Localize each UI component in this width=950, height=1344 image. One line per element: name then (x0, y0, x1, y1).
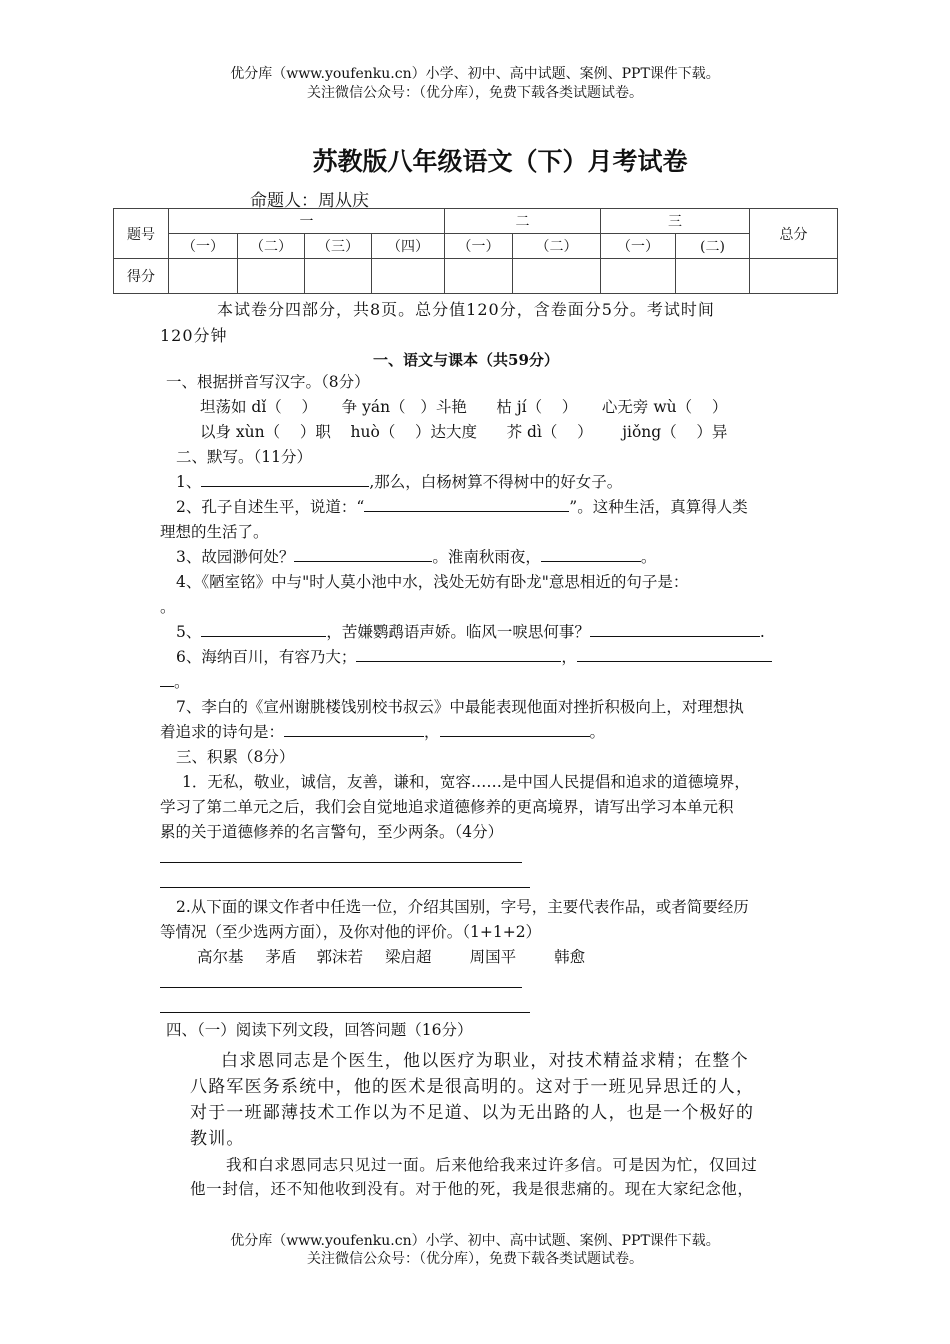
sub-col: （四） (372, 234, 445, 259)
score-table (113, 208, 838, 294)
q3-p1-line-3: 累的关于道德修养的名言警句，至少两条。（4分） (160, 823, 504, 841)
intro-line-2: 120分钟 (160, 326, 228, 345)
sub-col: （三） (305, 234, 372, 259)
author-option: 郭沫若 (316, 948, 364, 966)
header-line-1: 优分库（www.youfenku.cn）小学、初中、高中试题、案例、PPT课件下载。 (230, 66, 720, 82)
footer-line-2: 关注微信公众号：（优分库），免费下载各类试题试卷。 (307, 1251, 643, 1267)
score-cell[interactable] (445, 259, 513, 294)
q4-para2-line-1: 我和白求恩同志只见过一面。后来他给我来过许多信。可是因为忙，仅回过 (226, 1156, 758, 1174)
score-cell[interactable] (513, 259, 601, 294)
label-total: 总分 (750, 209, 838, 259)
q4-para1-line-2: 八路军医务系统中，他的医术是很高明的。这对于一班见异思迁的人， (190, 1077, 755, 1097)
score-cell[interactable] (372, 259, 445, 294)
answer-line[interactable] (160, 987, 522, 988)
q2-item-5 (176, 621, 765, 643)
answer-blank[interactable] (294, 546, 432, 562)
score-cell[interactable] (305, 259, 372, 294)
sub-col: （一） (601, 234, 676, 259)
answer-blank[interactable] (440, 721, 590, 737)
answer-line[interactable] (160, 862, 522, 863)
label-score: 得分 (114, 259, 169, 294)
author-option: 高尔基 (197, 948, 244, 966)
q2-item-3-text-b: 。淮南秋雨夜， (432, 548, 541, 566)
q2-item-4-cont: 。 (160, 598, 176, 616)
q3-authors (197, 946, 585, 968)
score-cell[interactable] (750, 259, 838, 294)
label-question-number: 题号 (114, 209, 169, 259)
intro-line-1: 本试卷分四部分，共8页。总分值120分，含卷面分5分。考试时间 (217, 300, 715, 319)
q2-item-7-text: 着追求的诗句是： (160, 723, 285, 741)
q2-item-1-num: 1、 (176, 473, 202, 491)
header-line-2: 关注微信公众号：（优分库），免费下载各类试题试卷。 (307, 85, 643, 101)
q3-p1-line-1: 1．无私，敬业，诚信，友善，谦和，宽容……是中国人民提倡和追求的道德境界， (182, 773, 750, 791)
q2-item-7: 7、李白的《宣州谢朓楼饯别校书叔云》中最能表现他面对挫折积极向上，对理想执 (176, 698, 744, 716)
answer-blank[interactable] (541, 546, 641, 562)
q2-item-2-cont: 理想的生活了。 (160, 523, 269, 541)
q2-item-3-text-a: 3、故园渺何处？ (176, 548, 295, 566)
answer-line[interactable] (160, 887, 530, 888)
page-title: 苏教版八年级语文（下）月考试卷 (312, 147, 688, 176)
q1-row-1: 坦荡如 dǐ（ ） 争 yán（ ）斗艳 枯 jí（ ） 心无旁 wù（ ） (200, 398, 728, 416)
sub-col: （二） (513, 234, 601, 259)
q2-item-3-text-c: 。 (640, 548, 657, 566)
score-cell[interactable] (676, 259, 750, 294)
q1-heading: 一、根据拼音写汉字。（8分） (166, 373, 370, 391)
group-1: 一 (169, 209, 445, 234)
answer-blank[interactable] (356, 646, 561, 662)
answer-line[interactable] (160, 1012, 530, 1013)
q3-heading: 三、积累（8分） (176, 748, 295, 766)
answer-blank[interactable] (201, 471, 369, 487)
q2-item-2-text-b: ”。这种生活，真算得人类 (569, 498, 748, 516)
answer-blank[interactable] (201, 621, 326, 637)
q2-item-7-end: 。 (589, 723, 606, 741)
q2-item-6-sep: ， (561, 648, 577, 666)
q2-item-6-text: 6、海纳百川，有容乃大； (176, 648, 357, 666)
q4-para1-line-4: 教训。 (190, 1129, 245, 1149)
q3-p1-line-2: 学习了第二单元之后，我们会自觉地追求道德修养的更高境界，请写出学习本单元积 (160, 798, 734, 816)
footer-line-1: 优分库（www.youfenku.cn）小学、初中、高中试题、案例、PPT课件下载。 (230, 1233, 720, 1249)
q2-item-3 (176, 546, 656, 568)
q4-para1-line-3: 对于一班鄙薄技术工作以为不足道、以为无出路的人，也是一个极好的 (190, 1103, 755, 1123)
answer-blank[interactable] (590, 621, 760, 637)
sub-col: (二) (676, 234, 750, 259)
q4-heading: 四、（一）阅读下列文段，回答问题（16分） (166, 1021, 473, 1039)
q2-item-1 (176, 471, 622, 493)
answer-blank[interactable] (577, 646, 772, 662)
q2-item-2-text-a: 2、孔子自述生平，说道：“ (176, 498, 365, 516)
q2-item-6 (176, 646, 772, 668)
sub-col: （二） (238, 234, 305, 259)
q2-item-6-end: 。 (174, 673, 190, 691)
group-2: 二 (445, 209, 601, 234)
score-cell[interactable] (601, 259, 676, 294)
q2-heading: 二、默写。（11分） (176, 448, 312, 466)
section-1-title: 一、语文与课本（共59分） (373, 351, 559, 369)
q2-item-5-end: . (759, 623, 765, 641)
author-option: 茅盾 (265, 948, 297, 966)
q4-para1-line-1: 白求恩同志是个医生，他以医疗为职业，对技术精益求精；在整个 (221, 1051, 749, 1071)
q1-row-2: 以身 xùn（ ）职 huò（ ）达大度 芥 dì（ ） jiǒng（ ）异 (200, 423, 728, 441)
q2-item-5-num: 5、 (176, 623, 202, 641)
answer-blank[interactable] (160, 671, 174, 687)
q4-para2-line-2: 他一封信，还不知他收到没有。对于他的死，我是很悲痛的。现在大家纪念他， (190, 1180, 754, 1198)
author-line: 命题人：周从庆 (250, 191, 369, 211)
answer-blank[interactable] (284, 721, 424, 737)
score-cell[interactable] (169, 259, 238, 294)
q3-p2-line-2: 等情况（至少选两方面），及你对他的评价。（1+1+2） (160, 923, 542, 941)
score-cell[interactable] (238, 259, 305, 294)
answer-blank[interactable] (364, 496, 569, 512)
author-option: 周国平 (469, 948, 517, 966)
q2-item-5-text: ，苦嫌鹦鹉语声娇。临风一唳思何事？ (326, 623, 590, 641)
group-3: 三 (601, 209, 750, 234)
sub-col: （一） (169, 234, 238, 259)
sub-col: （一） (445, 234, 513, 259)
author-option: 韩愈 (554, 948, 586, 966)
q2-item-7-cont (160, 721, 605, 743)
q2-item-4: 4、《陋室铭》中与"时人莫小池中水，浅处无妨有卧龙"意思相近的句子是： (176, 573, 689, 591)
q2-item-6-cont (160, 671, 190, 693)
q2-item-1-text: ,那么，白杨树算不得树中的好女子。 (369, 473, 623, 491)
q3-p2-line-1: 2.从下面的课文作者中任选一位，介绍其国别，字号，主要代表作品，或者简要经历 (176, 898, 749, 916)
author-option: 梁启超 (385, 948, 432, 966)
q2-item-2 (176, 496, 748, 518)
q2-item-7-sep: ， (424, 723, 440, 741)
